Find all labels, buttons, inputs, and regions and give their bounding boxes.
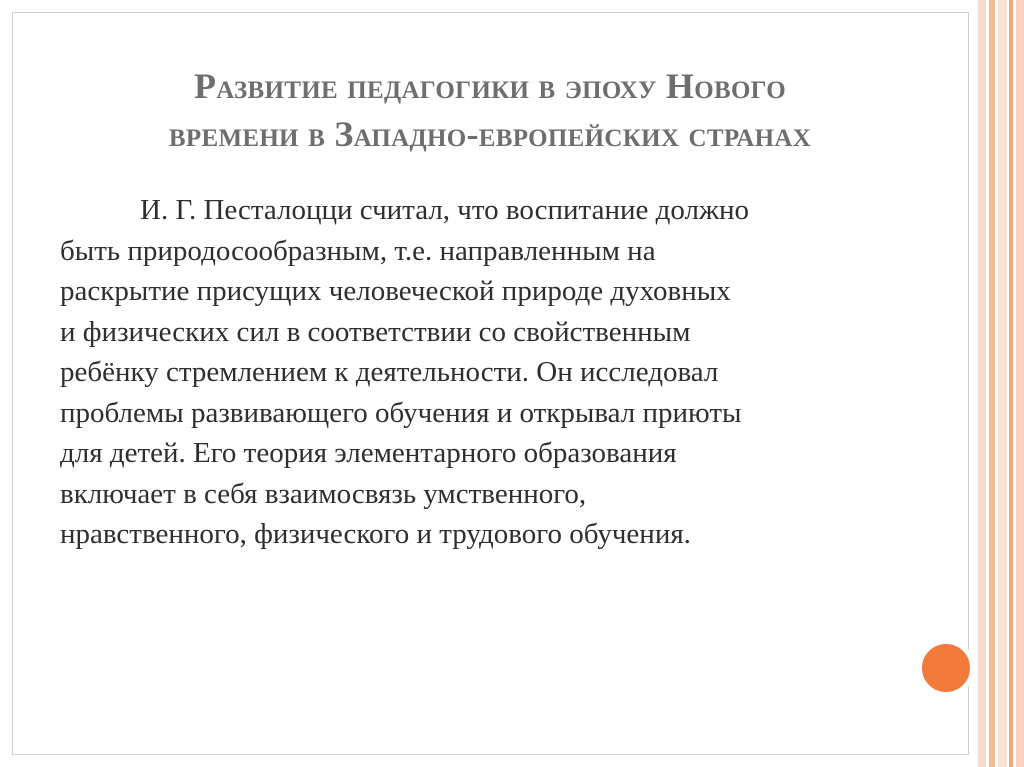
decorative-stripes: [978, 0, 1024, 767]
body-line-4: и физических сил в соответствии со свойственным: [60, 315, 691, 348]
stripe: [978, 0, 986, 767]
stripe: [1009, 0, 1013, 767]
orange-circle-decoration: [917, 639, 975, 697]
body-line-2: быть природосообразным, т.е. направленным на: [60, 234, 656, 267]
body-line-3: раскрытие присущих человеческой природе духовных: [60, 275, 731, 307]
stripe: [998, 0, 1007, 767]
stripe: [989, 0, 995, 767]
body-line-6: проблемы развивающего обучения и открывал приюты: [60, 396, 742, 429]
title-line-1: Развитие педагогики в эпоху Нового: [193, 66, 787, 106]
stripe: [1016, 0, 1024, 767]
body-paragraph: [60, 190, 880, 555]
body-line-8: включает в себя взаимосвязь умственного,: [60, 477, 587, 510]
slide-title: [40, 62, 940, 158]
body-line-1: И. Г. Песталоцци считал, что воспитание должно: [140, 194, 750, 226]
body-line-7: для детей. Его теория элементарного образования: [60, 437, 677, 469]
title-line-2: времени в Западно-европейских странах: [168, 114, 812, 154]
body-line-5: ребёнку стремлением к деятельности. Он исследовал: [60, 356, 719, 388]
body-line-9: нравственного, физического и трудового обучения.: [60, 518, 691, 550]
